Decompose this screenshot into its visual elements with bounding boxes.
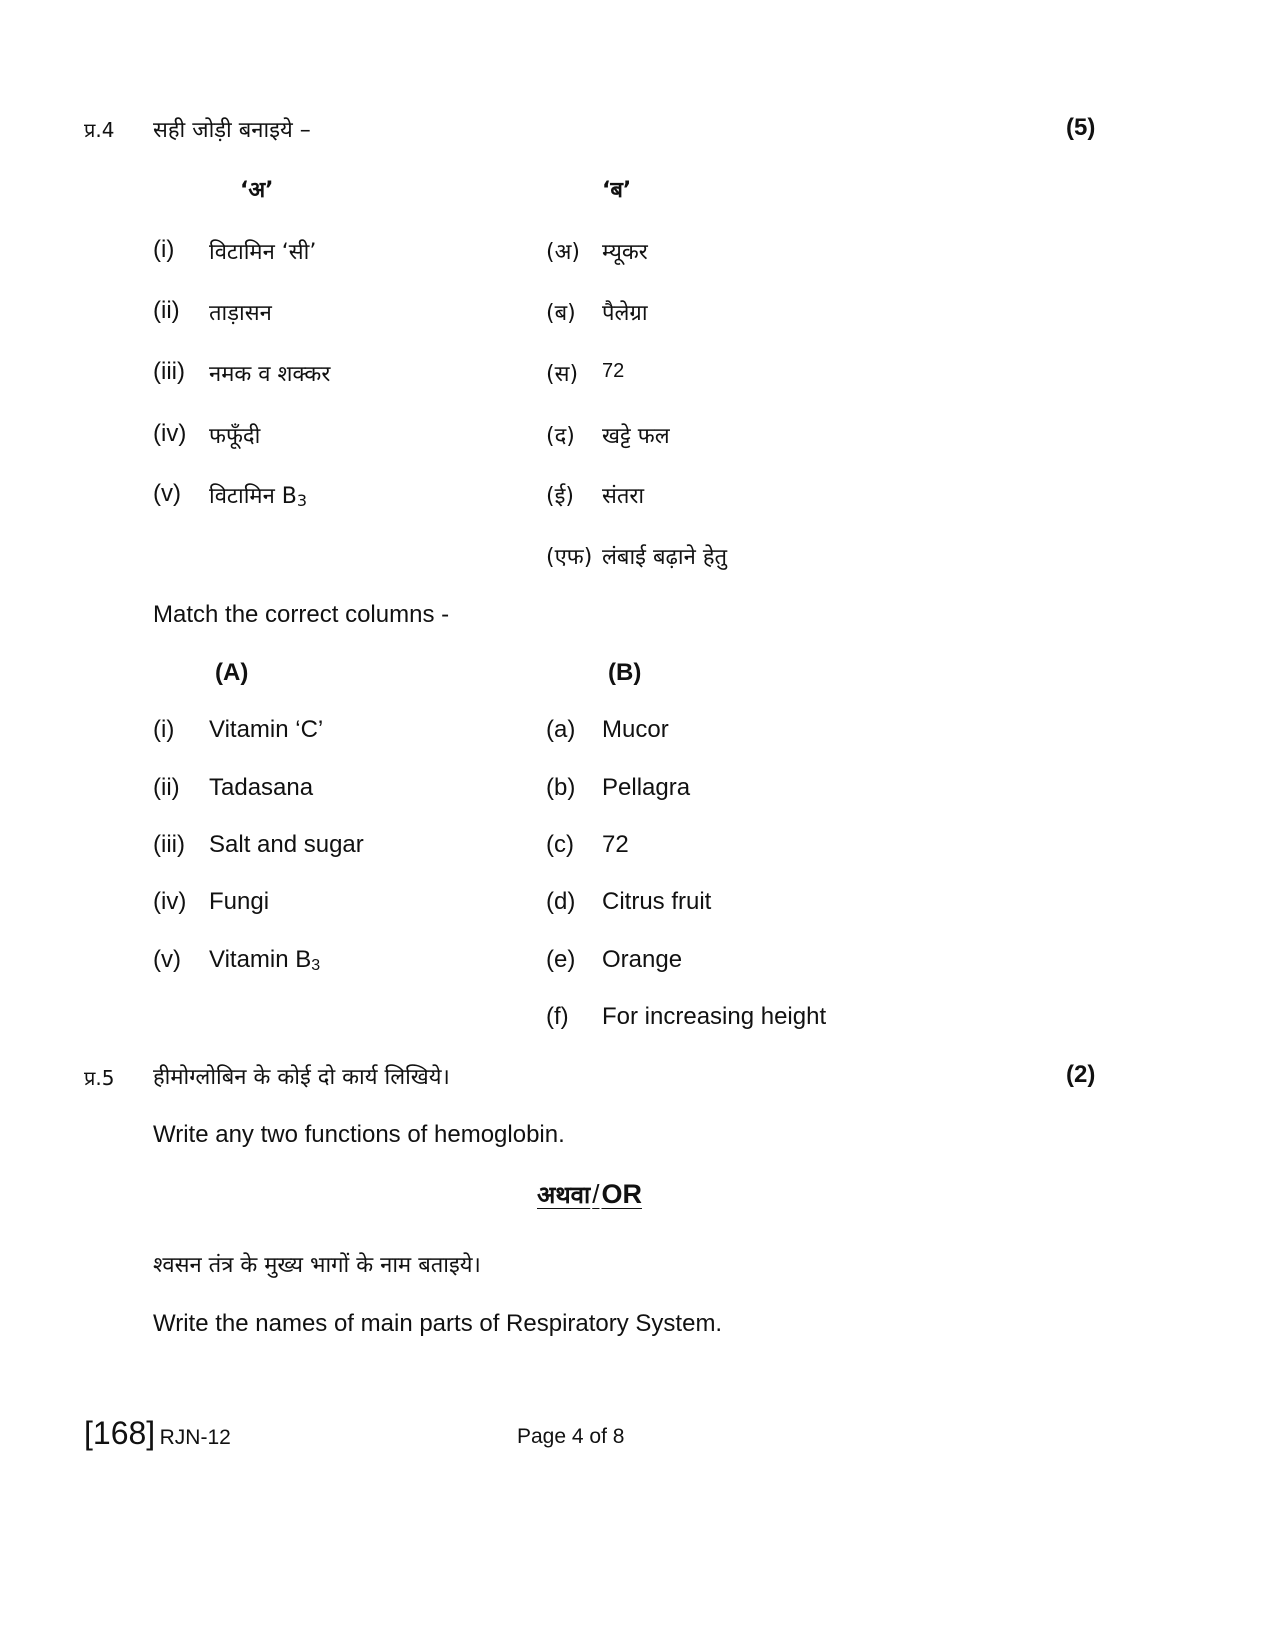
hindi-left-label: (v) xyxy=(153,480,181,507)
english-right-text: Orange xyxy=(602,946,683,973)
english-right-label: (a) xyxy=(546,716,576,743)
hindi-right-text: 72 xyxy=(602,360,625,382)
english-left-label: (iii) xyxy=(153,831,185,858)
hindi-left-label: (i) xyxy=(153,236,175,263)
footer-page-number: Page 4 of 8 xyxy=(517,1425,625,1448)
hindi-left-text: नमक व शक्कर xyxy=(209,362,331,387)
english-left-label: (v) xyxy=(153,946,181,973)
english-left-text xyxy=(209,946,320,975)
hindi-column-a-head: ‘अ’ xyxy=(240,178,274,203)
q5-alt-hindi: श्वसन तंत्र के मुख्य भागों के नाम बताइये। xyxy=(153,1253,481,1278)
hindi-left-text: विटामिन ‘सी’ xyxy=(209,240,317,265)
english-right-label: (c) xyxy=(546,831,574,858)
hindi-right-text: संतरा xyxy=(602,484,645,509)
hindi-column-b-head: ‘ब’ xyxy=(602,178,632,203)
or-slash: / xyxy=(592,1179,600,1209)
english-left-text: Fungi xyxy=(209,888,270,915)
footer-code: [168] xyxy=(84,1415,156,1451)
hindi-right-label: (अ) xyxy=(546,240,580,265)
footer-paper-code: RJN-12 xyxy=(159,1426,231,1449)
english-vitamin-b3-text: Vitamin B xyxy=(209,946,312,973)
hindi-right-label: (द) xyxy=(546,424,575,449)
hindi-right-text: म्यूकर xyxy=(602,240,648,265)
hindi-right-text: खट्टे फल xyxy=(602,424,670,449)
q5-text-english: Write any two functions of hemoglobin. xyxy=(153,1121,565,1148)
footer-code-block xyxy=(84,1415,231,1452)
english-left-label: (iv) xyxy=(153,888,187,915)
hindi-left-text: फफूँदी xyxy=(209,424,261,449)
english-column-a-head: (A) xyxy=(215,659,249,686)
english-left-label: (i) xyxy=(153,716,175,743)
hindi-left-label: (iv) xyxy=(153,420,187,447)
english-left-label: (ii) xyxy=(153,774,180,801)
english-right-label: (d) xyxy=(546,888,576,915)
hindi-left-text xyxy=(209,480,307,510)
q4-marks: (5) xyxy=(1066,114,1096,141)
q5-text-hindi: हीमोग्लोबिन के कोई दो कार्य लिखिये। xyxy=(153,1065,450,1090)
q5-number: प्र.5 xyxy=(84,1066,115,1090)
english-right-text: Mucor xyxy=(602,716,669,743)
hindi-right-text: लंबाई बढ़ाने हेतु xyxy=(602,545,728,570)
english-left-text: Tadasana xyxy=(209,774,314,801)
english-right-label: (b) xyxy=(546,774,576,801)
q5-marks: (2) xyxy=(1066,1061,1096,1088)
english-right-text: Pellagra xyxy=(602,774,691,801)
english-right-text: 72 xyxy=(602,831,629,858)
english-column-b-head: (B) xyxy=(608,659,642,686)
q4-title-hindi: सही जोड़ी बनाइये – xyxy=(153,118,311,143)
hindi-left-label: (ii) xyxy=(153,297,180,324)
hindi-right-text: पैलेग्रा xyxy=(602,301,648,326)
english-right-label: (e) xyxy=(546,946,576,973)
q4-number: प्र.4 xyxy=(84,118,115,142)
or-english: OR xyxy=(601,1179,642,1209)
or-separator xyxy=(537,1178,642,1211)
english-right-text: For increasing height xyxy=(602,1003,827,1030)
or-hindi: अथवा xyxy=(537,1181,591,1209)
english-right-label: (f) xyxy=(546,1003,569,1030)
hindi-right-label: (ई) xyxy=(546,484,574,509)
hindi-vitamin-b3-text: विटामिन B xyxy=(209,484,297,509)
hindi-left-label: (iii) xyxy=(153,358,185,385)
q5-alt-english: Write the names of main parts of Respiratory System. xyxy=(153,1310,723,1337)
hindi-right-label: (स) xyxy=(546,362,579,387)
english-left-text: Vitamin ‘C’ xyxy=(209,716,324,743)
q4-title-english: Match the correct columns - xyxy=(153,601,450,628)
hindi-left-text: ताड़ासन xyxy=(209,301,272,326)
subscript: 3 xyxy=(311,957,321,974)
english-right-text: Citrus fruit xyxy=(602,888,712,915)
hindi-right-label: (एफ) xyxy=(546,545,593,570)
hindi-right-label: (ब) xyxy=(546,301,576,326)
subscript: 3 xyxy=(296,491,308,510)
english-left-text: Salt and sugar xyxy=(209,831,364,858)
